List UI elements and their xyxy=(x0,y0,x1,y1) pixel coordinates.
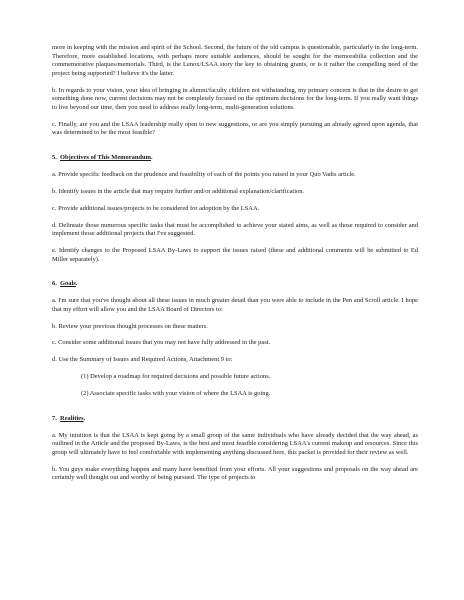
section-number: 6. xyxy=(52,280,57,288)
section-heading xyxy=(52,280,418,289)
list-item: d. Use the Summary of Issues and Required Actions, Attachment 9 to: xyxy=(52,356,233,364)
document-page xyxy=(52,44,418,483)
list-item: b. You guys make everything happen and many have benefited from your efforts. All your suggestions and proposals on the way ahead are certainly well thought out and worthy of being pursued. The type of projects to xyxy=(52,465,418,482)
list-item: b. Identify issues in the article that may require further and/or additional explanation/clarification. xyxy=(52,187,305,195)
sub-list-item: (2) Associate specific tasks with your vision of where the LSAA is going. xyxy=(81,390,271,398)
section-title: Realities xyxy=(60,414,84,422)
section-heading xyxy=(52,154,418,163)
section-title: Objectives of This Memorandum xyxy=(60,153,151,161)
paragraph: c. Finally, are you and the LSAA leadership really open to new suggestions, or are you simply pursuing an already agreed upon agenda, that was determined to be the most feasible? xyxy=(52,120,418,137)
list-item: b. Review your previous thought processes on these matters. xyxy=(52,322,208,330)
list-item: c. Consider some additional issues that you may not have fully addressed in the past. xyxy=(52,339,271,347)
section-title: Goals xyxy=(60,280,76,288)
list-item: e. Identify changes to the Proposed LSAA By-Laws to support the issues raised (these and additional comments will be submitted to Ed Miller separately). xyxy=(52,246,418,263)
list-item: d. Delineate those numerous specific tasks that must be accomplished to achieve your stated aims, as well as those required to consider and implement those additional projects that I've suggested. xyxy=(52,221,418,238)
section-heading-period: . xyxy=(75,280,78,288)
section-number: 7. xyxy=(52,414,57,422)
paragraph: more in keeping with the mission and spirit of the School. Second, the future of the old campus is questionable, particularly in the long-term. Therefore, more established locations, with perhaps more suitable audiences, should be sought for the memorabilia collection and the commemorative plaques/memorials. Third, is the Lenox/LSAA story the key to obtaining grants, or is it rather the compelling need of the project being supported? I believe it's the latter. xyxy=(52,44,418,77)
section-heading-period: . xyxy=(83,414,86,422)
section-heading-period: . xyxy=(150,153,153,161)
list-item: a. I'm sure that you've thought about all these issues in much greater detail than you were able to include in the Pen and Scroll article. I hope that my effort will allow you and the LSAA Board of Directors to: xyxy=(52,297,418,313)
list-item: a. My intuition is that the LSAA is kept going by a small group of the same individuals who have already decided that the way ahead, as outlined in the Article and the proposed By-Laws, is the best and most feasible considering LSAA's current makeup and resources. Since this group will ultimately have to feel comfortable with implementing anything discussed here, this packet is provided for their review as well. xyxy=(52,431,418,456)
paragraph: b. In regards to your vision, your idea of bringing in alumni/faculty children not withstanding, my primary concern is that in the desire to get something done now, current decisions may not be completely focused on the optimum decisions for the long-term. If you really want things to live beyond our time, then you need to address really long-term, multi-generation solutions. xyxy=(52,86,418,111)
list-item: a. Provide specific feedback on the prudence and feasibility of each of the points you raised in your Quo Vadis article. xyxy=(52,170,356,178)
section-number: 5. xyxy=(52,153,57,161)
list-item: c. Provide additional issues/projects to be considered for adoption by the LSAA. xyxy=(52,204,260,212)
sub-list-item: (1) Develop a roadmap for required decisions and possible future actions. xyxy=(81,373,271,381)
section-heading xyxy=(52,415,418,424)
